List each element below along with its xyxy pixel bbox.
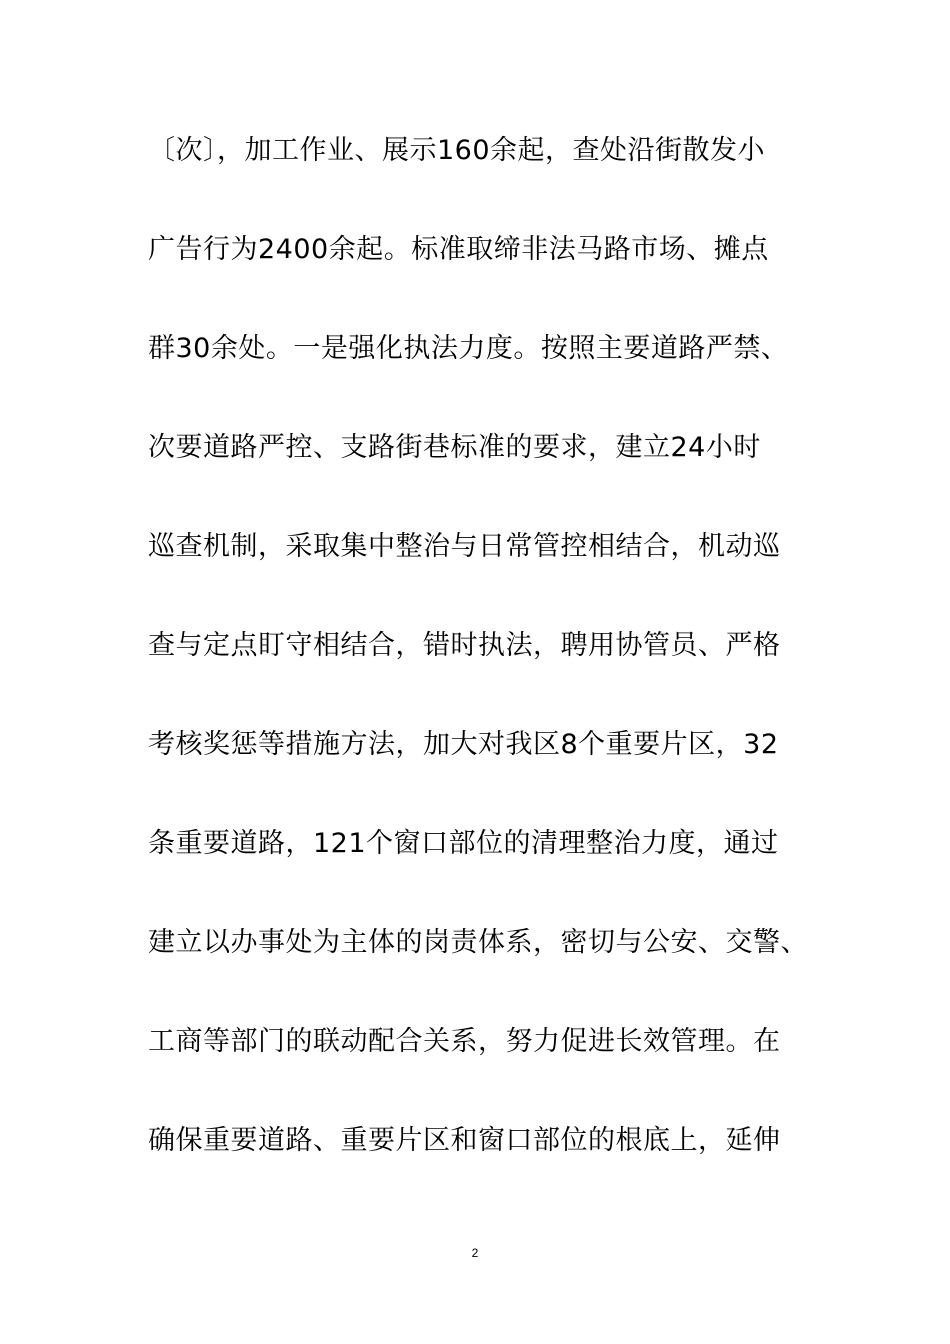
- page-number: 2: [471, 1246, 479, 1260]
- text-line: 考核奖惩等措施方法，加大对我区8个重要片区，32: [148, 729, 779, 760]
- text-line: 确保重要道路、重要片区和窗口部位的根底上，延伸: [148, 1125, 781, 1156]
- text-line: 工商等部门的联动配合关系，努力促进长效管理。在: [148, 1026, 781, 1057]
- text-line: 巡查机制，采取集中整治与日常管控相结合，机动巡: [148, 531, 781, 562]
- body-text: [148, 128, 848, 1217]
- text-line: 〔次〕，加工作业、展示160余起，查处沿街散发小: [148, 135, 766, 166]
- text-line: 建立以办事处为主体的岗责体系，密切与公安、交警、: [148, 927, 808, 958]
- text-line: 群30余处。一是强化执法力度。按照主要道路严禁、: [148, 333, 789, 364]
- text-line: 查与定点盯守相结合，错时执法，聘用协管员、严格: [148, 630, 781, 661]
- text-line: 广告行为2400余起。标准取缔非法马路市场、摊点: [148, 234, 769, 265]
- text-line: 条重要道路，121个窗口部位的清理整治力度，通过: [148, 828, 779, 859]
- text-line: 次要道路严控、支路街巷标准的要求，建立24小时: [148, 432, 761, 463]
